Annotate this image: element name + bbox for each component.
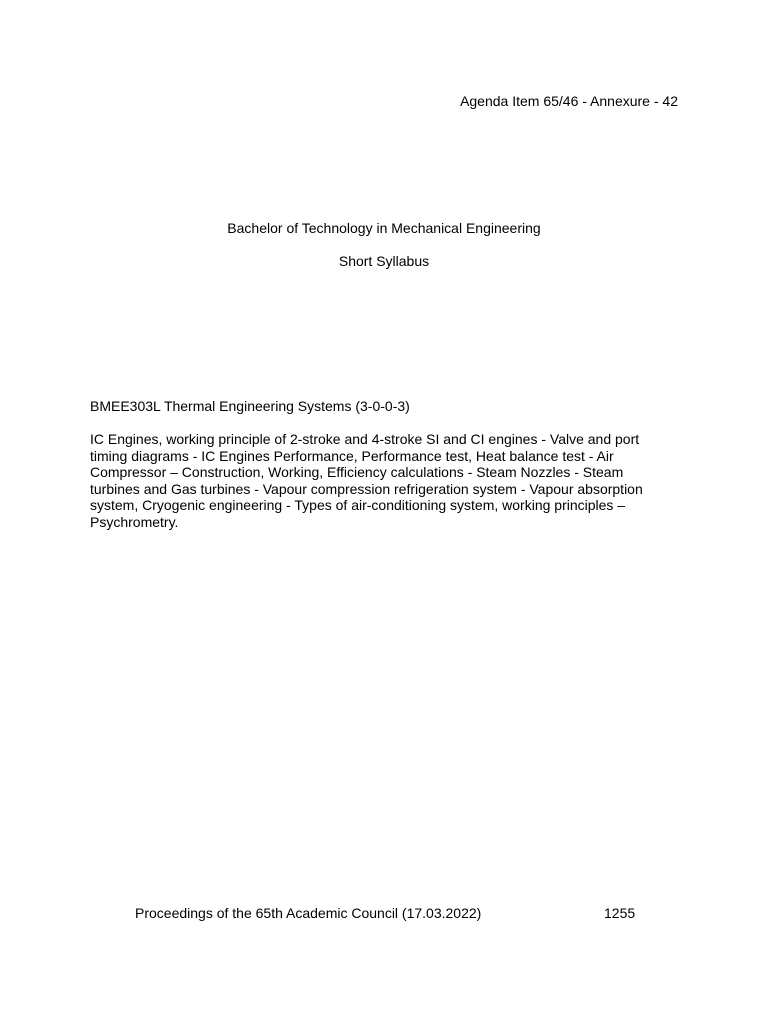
course-description-line: IC Engines, working principle of 2-stroke and 4-stroke SI and CI engines - Valve and port — [90, 431, 640, 447]
document-subtitle: Short Syllabus — [338, 253, 430, 269]
page-number: 1255 — [604, 905, 636, 921]
course-description-line: timing diagrams - IC Engines Performance, Performance test, Heat balance test - Air — [90, 447, 614, 464]
agenda-reference: Agenda Item 65/46 - Annexure - 42 — [460, 93, 678, 109]
course-description-line: Psychrometry. — [90, 513, 179, 530]
course-heading: BMEE303L Thermal Engineering Systems (3-0-0-3) — [90, 398, 410, 414]
course-description — [90, 431, 650, 530]
course-description-line: turbines and Gas turbines - Vapour compression refrigeration system - Vapour absorption — [90, 480, 643, 497]
course-description-line: Compressor – Construction, Working, Efficiency calculations - Steam Nozzles - Steam — [90, 464, 624, 480]
program-title: Bachelor of Technology in Mechanical Engineering — [227, 220, 541, 236]
footer-proceedings: Proceedings of the 65th Academic Council (17.03.2022) — [135, 905, 482, 921]
course-description-line: system, Cryogenic engineering - Types of air-conditioning system, working principles – — [90, 497, 626, 513]
